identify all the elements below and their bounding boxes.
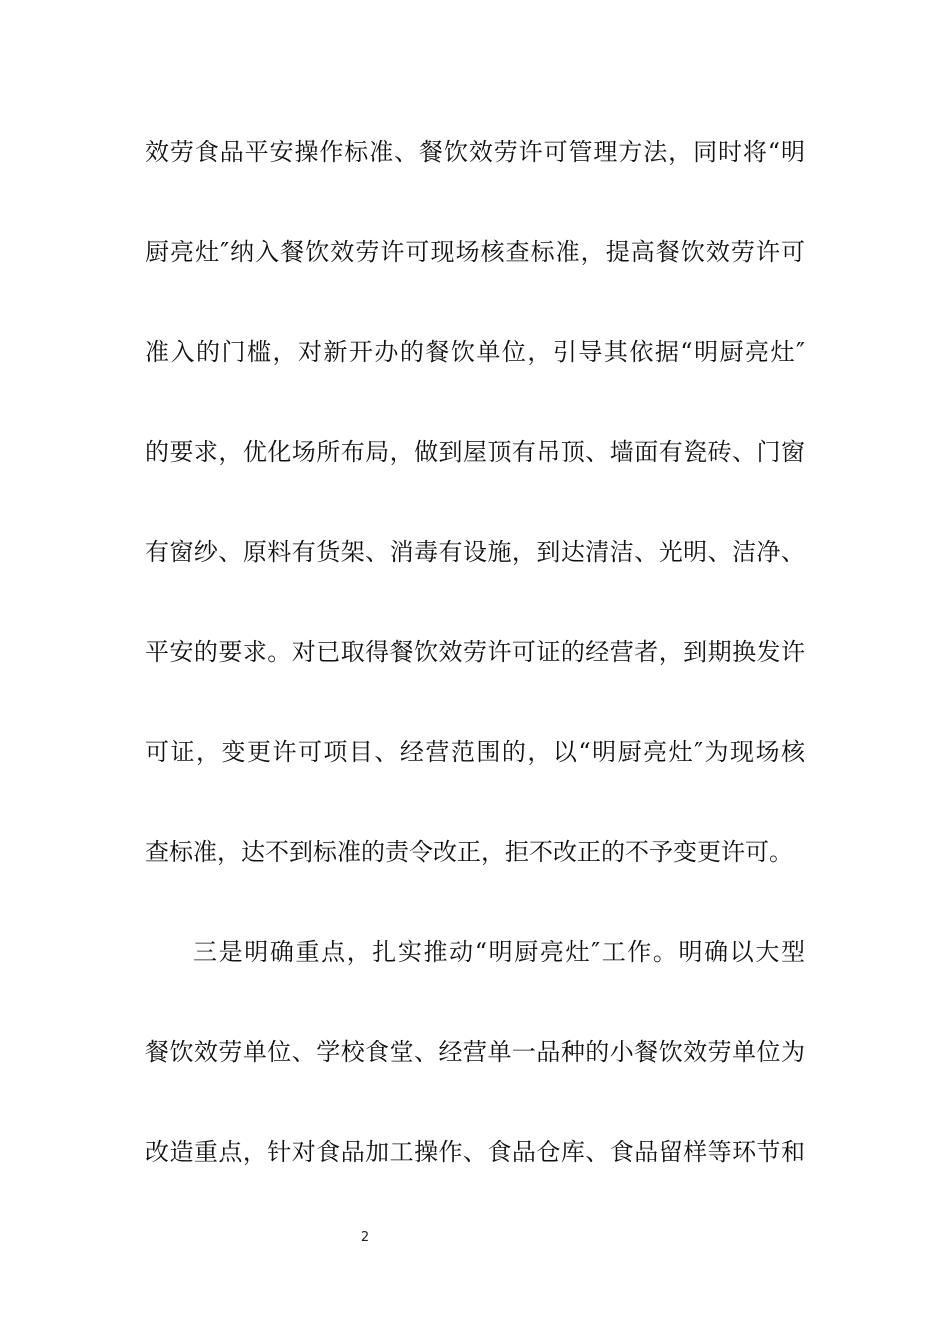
text-line-8: 查标准，达不到标准的责令改正，拒不改正的不予变更许可。 xyxy=(145,838,793,866)
page-number: 2 xyxy=(360,1230,370,1245)
text-line-4: 的要求，优化场所布局，做到屋顶有吊顶、墙面有瓷砖、门窗 xyxy=(145,438,805,466)
text-line-7: 可证，变更许可项目、经营范围的，以“明厨亮灶″为现场核 xyxy=(145,738,805,766)
text-line-5: 有窗纱、原料有货架、消毒有设施，到达清洁、光明、洁净、 xyxy=(145,538,805,566)
text-line-9: 三是明确重点，扎实推动“明厨亮灶″工作。明确以大型 xyxy=(193,938,805,966)
text-line-3: 准入的门槛，对新开办的餐饮单位，引导其依据“明厨亮灶″ xyxy=(145,338,805,366)
text-line-2: 厨亮灶″纳入餐饮效劳许可现场核查标准，提高餐饮效劳许可 xyxy=(145,238,805,266)
text-line-10: 餐饮效劳单位、学校食堂、经营单一品种的小餐饮效劳单位为 xyxy=(145,1038,805,1066)
text-line-11: 改造重点，针对食品加工操作、食品仓库、食品留样等环节和 xyxy=(145,1138,805,1166)
text-line-6: 平安的要求。对已取得餐饮效劳许可证的经营者，到期换发许 xyxy=(145,638,805,666)
text-line-1: 效劳食品平安操作标准、餐饮效劳许可管理方法，同时将“明 xyxy=(145,138,805,166)
